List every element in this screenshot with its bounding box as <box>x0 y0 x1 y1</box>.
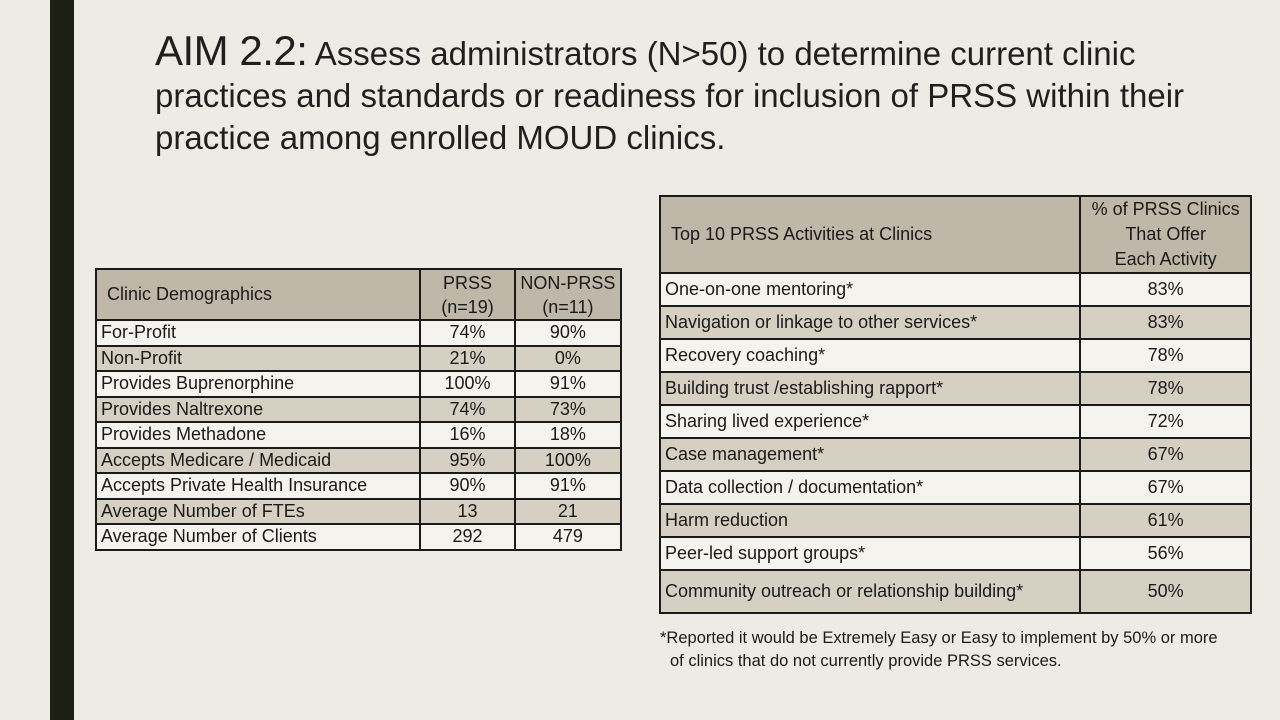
prss-value: 74% <box>420 320 514 346</box>
table-row <box>660 372 1251 405</box>
clinic-demographics-table <box>95 268 622 551</box>
activity-percent: 56% <box>1080 537 1251 570</box>
activities-header: Top 10 PRSS Activities at Clinics <box>660 196 1080 273</box>
non-prss-value: 0% <box>515 346 621 372</box>
table-row <box>96 473 621 499</box>
activity-label: Recovery coaching* <box>660 339 1080 372</box>
activity-label: Peer-led support groups* <box>660 537 1080 570</box>
prss-column-header: PRSS (n=19) <box>420 269 514 320</box>
activity-percent: 83% <box>1080 273 1251 306</box>
side-accent-bar <box>50 0 74 720</box>
non-prss-value: 91% <box>515 473 621 499</box>
activity-percent: 83% <box>1080 306 1251 339</box>
row-label: Provides Naltrexone <box>96 397 420 423</box>
table-row <box>96 422 621 448</box>
demographics-header: Clinic Demographics <box>96 269 420 320</box>
table-row <box>660 438 1251 471</box>
activity-label: Harm reduction <box>660 504 1080 537</box>
non-prss-column-header: NON-PRSS (n=11) <box>515 269 621 320</box>
non-prss-value: 21 <box>515 499 621 525</box>
table-row <box>96 397 621 423</box>
non-prss-value: 73% <box>515 397 621 423</box>
activity-label: Sharing lived experience* <box>660 405 1080 438</box>
activity-percent: 50% <box>1080 570 1251 613</box>
table-row <box>660 306 1251 339</box>
table-row <box>660 570 1251 613</box>
prss-value: 74% <box>420 397 514 423</box>
activity-label: Data collection / documentation* <box>660 471 1080 504</box>
table-row <box>96 524 621 550</box>
non-prss-value: 91% <box>515 371 621 397</box>
table-row <box>96 499 621 525</box>
table-row <box>660 339 1251 372</box>
prss-value: 21% <box>420 346 514 372</box>
row-label: Non-Profit <box>96 346 420 372</box>
table-row <box>660 504 1251 537</box>
table-row <box>96 320 621 346</box>
non-prss-value: 479 <box>515 524 621 550</box>
row-label: Provides Methadone <box>96 422 420 448</box>
table-row <box>660 471 1251 504</box>
prss-value: 90% <box>420 473 514 499</box>
footnote <box>660 627 1270 673</box>
prss-value: 292 <box>420 524 514 550</box>
row-label: Accepts Private Health Insurance <box>96 473 420 499</box>
row-label: Average Number of Clients <box>96 524 420 550</box>
prss-activities-table <box>659 195 1252 614</box>
aim-description: Assess administrators (N>50) to determine current clinic practices and standards or readiness for inclusion of PRSS within their practice among enrolled MOUD clinics. <box>155 35 1185 156</box>
activities-header-row <box>660 196 1251 273</box>
row-label: Provides Buprenorphine <box>96 371 420 397</box>
prss-value: 13 <box>420 499 514 525</box>
activity-percent: 67% <box>1080 471 1251 504</box>
activity-percent: 78% <box>1080 339 1251 372</box>
page-title <box>155 27 1195 159</box>
table-row <box>96 448 621 474</box>
table-row <box>660 537 1251 570</box>
activity-label: Case management* <box>660 438 1080 471</box>
non-prss-value: 90% <box>515 320 621 346</box>
row-label: For-Profit <box>96 320 420 346</box>
activity-percent: 72% <box>1080 405 1251 438</box>
footnote-line-2: of clinics that do not currently provide PRSS services. <box>670 652 1062 670</box>
table-row <box>96 346 621 372</box>
activity-percent: 61% <box>1080 504 1251 537</box>
table-row <box>660 405 1251 438</box>
row-label: Average Number of FTEs <box>96 499 420 525</box>
prss-value: 16% <box>420 422 514 448</box>
activity-label: Navigation or linkage to other services* <box>660 306 1080 339</box>
row-label: Accepts Medicare / Medicaid <box>96 448 420 474</box>
aim-label: AIM 2.2: <box>155 27 308 74</box>
non-prss-value: 100% <box>515 448 621 474</box>
prss-value: 100% <box>420 371 514 397</box>
demographics-header-row <box>96 269 621 320</box>
activity-label: Community outreach or relationship building* <box>660 570 1080 613</box>
prss-value: 95% <box>420 448 514 474</box>
footnote-line-1: *Reported it would be Extremely Easy or Easy to implement by 50% or more <box>660 629 1218 647</box>
activity-percent: 67% <box>1080 438 1251 471</box>
activity-label: One-on-one mentoring* <box>660 273 1080 306</box>
table-row <box>660 273 1251 306</box>
activity-percent: 78% <box>1080 372 1251 405</box>
non-prss-value: 18% <box>515 422 621 448</box>
table-row <box>96 371 621 397</box>
activity-label: Building trust /establishing rapport* <box>660 372 1080 405</box>
percent-column-header: % of PRSS Clinics That Offer Each Activity <box>1080 196 1251 273</box>
